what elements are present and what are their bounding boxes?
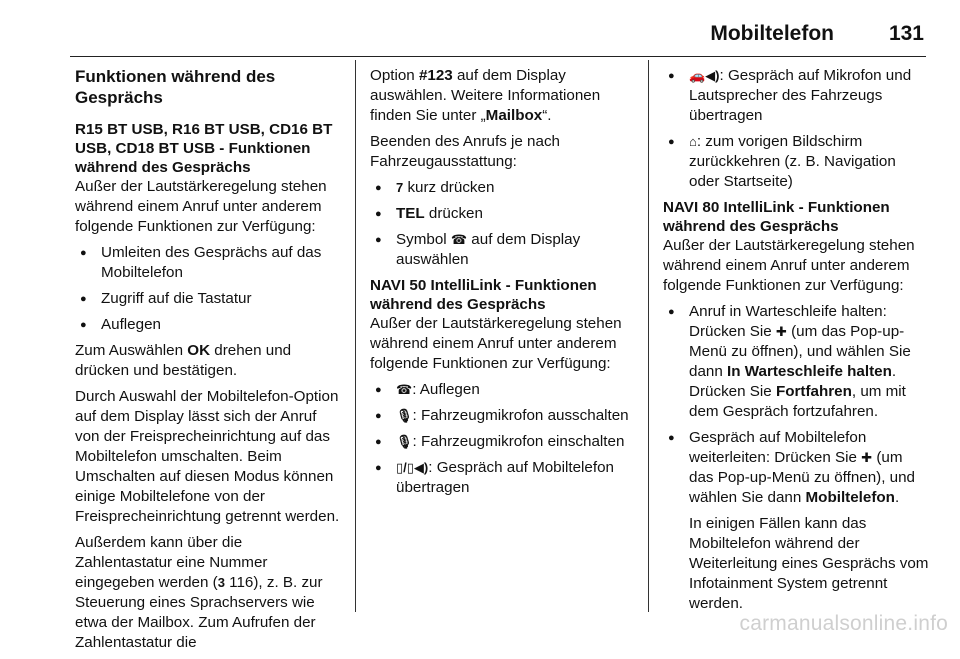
intro-paragraph: Außer der Lautstärkeregelung stehen während einem Anruf unter anderem folgende Funktionen zur Verfügung: [663, 237, 915, 294]
intro-paragraph: Außer der Lautstärkeregelung stehen während einem Anruf unter anderem folgende Funktionen zur Verfügung: [75, 178, 327, 235]
subsection-heading: NAVI 50 IntelliLink - Funktionen während des Gesprächs [370, 277, 597, 313]
function-list [75, 243, 343, 335]
column-2 [370, 66, 636, 504]
column-divider-2 [648, 60, 649, 612]
home-icon: ⌂ [689, 134, 697, 149]
list-item: ● Gespräch auf Mobiltelefon weiterleiten: Drücken Sie ✚ (um das Pop-up-Menü zu öffnen), und wählen Sie dann Mobiltelefon. In einigen Fällen kann das Mobiltelefon während der Weiterleitung eines Gesprächs vom Infotainment System getrennt werden. [663, 428, 929, 614]
list-item: ● ▯/▯◀): Gespräch auf Mobiltelefon übertragen [370, 458, 636, 498]
steering-phone-icon: 7 [396, 180, 404, 195]
subsection-heading: R15 BT USB, R16 BT USB, CD16 BT USB, CD18 BT USB - Funktionen während des Gesprächs [75, 121, 333, 176]
ok-paragraph: Zum Auswählen OK drehen und drücken und bestätigen. [75, 342, 292, 379]
end-call-list [370, 178, 636, 270]
list-item: ● ⌂: zum vorigen Bildschirm zurückkehren (z. B. Navigation oder Startseite) [663, 132, 929, 192]
plus-icon: ✚ [775, 324, 787, 339]
function-list [370, 380, 636, 498]
hang-up-icon: ☎ [396, 382, 413, 397]
column-divider-1 [355, 60, 356, 612]
list-item: ● 🎙: Fahrzeugmikrofon einschalten [370, 432, 636, 452]
list-item: ● Umleiten des Gesprächs auf das Mobiltelefon [75, 243, 343, 283]
list-item: ● Anruf in Warteschleife halten: Drücken Sie ✚ (um das Pop-up-Menü zu öffnen), und wählen Sie dann In Warteschleife halten. Drücken Sie Fortfahren, um mit dem Gespräch fortzufahren. [663, 302, 929, 422]
dial-paragraph: Außerdem kann über die Zahlentastatur eine Nummer eingegeben werden (3 116), z. B. zur Steuerung eines Sprachservers wie etwa der Mailbox. Zum Aufrufen der Zahlentastatur die [75, 534, 323, 651]
list-item: ● 7 kurz drücken [370, 178, 636, 198]
hang-up-icon: ☎ [450, 232, 468, 247]
list-item: ● TEL drücken [370, 204, 636, 224]
list-item: ● Zugriff auf die Tastatur [75, 289, 343, 309]
switch-paragraph: Durch Auswahl der Mobiltelefon-Option auf dem Display lässt sich der Anruf von der Freisprecheinrichtung auf das Mobiltelefon umschalten. Beim Umschalten auf diesen Modus können einige Mobiltelefone von der Freisprecheinrichtung getrennt werden. [75, 388, 340, 525]
list-item: ● ☎: Auflegen [370, 380, 636, 400]
subsection-heading: NAVI 80 IntelliLink - Funktionen während des Gesprächs [663, 199, 890, 235]
page-number: 131 [888, 22, 924, 45]
list-item: ● 🚗◀): Gespräch auf Mikrofon und Lautsprecher des Fahrzeugs übertragen [663, 66, 929, 126]
end-call-paragraph: Beenden des Anrufs je nach Fahrzeugausstattung: [370, 133, 560, 170]
mic-on-icon: 🎙 [396, 434, 413, 449]
note-text: In einigen Fällen kann das Mobiltelefon während der Weiterleitung eines Gesprächs vom Infotainment System getrennt werden. [689, 515, 929, 612]
section-heading: Funktionen während des Gesprächs [75, 67, 276, 107]
list-item: ● Symbol ☎ auf dem Display auswählen [370, 230, 636, 270]
function-list [663, 66, 929, 192]
list-item: ● Auflegen [75, 315, 343, 335]
page-header [70, 18, 926, 58]
function-list [663, 302, 929, 614]
ok-label: OK [187, 342, 211, 359]
option-paragraph: Option #123 auf dem Display auswählen. Weitere Informationen finden Sie unter „Mailbox“. [370, 67, 601, 124]
watermark: carmanualsonline.info [739, 612, 948, 635]
header-rule [70, 56, 926, 57]
car-speaker-icon: 🚗◀) [689, 68, 720, 83]
page-title: Mobiltelefon [710, 22, 834, 45]
phone-transfer-icon: ▯/▯◀) [396, 460, 429, 475]
list-item: ● 🎙: Fahrzeugmikrofon ausschalten [370, 406, 636, 426]
mic-off-icon: 🎙 [396, 408, 413, 423]
page-ref-icon: 3 [217, 575, 225, 590]
intro-paragraph: Außer der Lautstärkeregelung stehen während einem Anruf unter anderem folgende Funktionen zur Verfügung: [370, 315, 622, 372]
column-1 [75, 66, 343, 659]
column-3 [663, 66, 929, 620]
plus-icon: ✚ [861, 450, 873, 465]
